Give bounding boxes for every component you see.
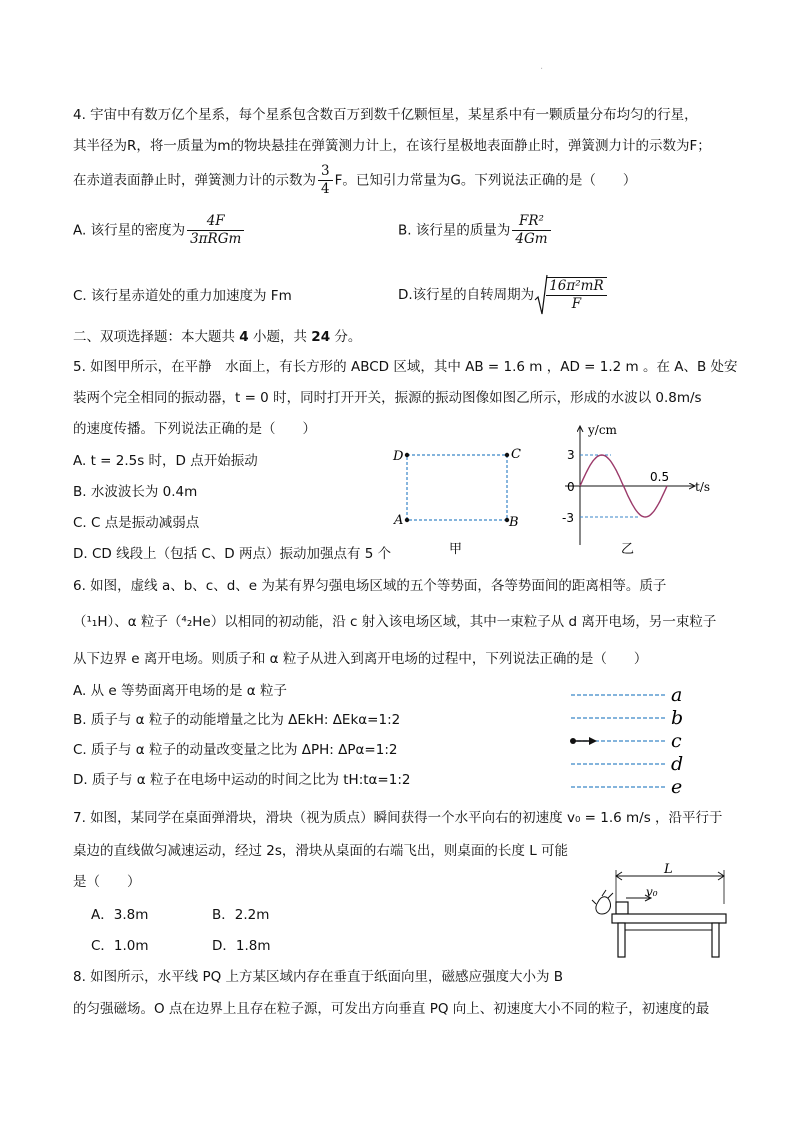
q4-frac-num: 3 — [318, 163, 333, 181]
label-c: c — [671, 730, 682, 752]
arrow-head-icon — [589, 737, 597, 745]
q4-option-a-text: A. 该行星的密度为 — [73, 222, 186, 239]
point-d — [405, 453, 409, 457]
q6-option-d: D. 质子与 α 粒子在电场中运动的时间之比为 tH:tα=1:2 — [73, 772, 411, 788]
q8-line1: 8. 如图所示，水平线 PQ 上方某区域内存在垂直于纸面向里，磁感应强度大小为 B — [73, 969, 564, 985]
q4-option-b-num: FR² — [512, 213, 550, 231]
table-top — [612, 914, 726, 923]
q4-frac-den: 4 — [321, 181, 330, 197]
q4-option-d-den: F — [571, 296, 582, 312]
q5-option-d: D. CD 线段上（包括 C、D 两点）振动加强点有 5 个 — [73, 546, 392, 562]
q4-option-a — [73, 213, 246, 248]
y-axis-label: y/cm — [588, 423, 617, 437]
q5-option-b: B. 水波波长为 0.4m — [73, 484, 198, 500]
q8-line2: 的匀强磁场。O 点在边界上且存在粒子源，可发出方向垂直 PQ 向上、初速度大小不同的粒子，初速度的最 — [73, 1001, 710, 1017]
section2-heading-a: 二、双项选择题：本大题共 — [73, 329, 240, 345]
q4-option-b-text: B. 该行星的质量为 — [398, 222, 511, 239]
q4-option-a-num: 4F — [187, 213, 244, 231]
label-v0: v₀ — [646, 885, 658, 899]
rectangle-abcd — [407, 455, 507, 520]
q6-option-b: B. 质子与 α 粒子的动能增量之比为 ΔEkH: ΔEkα=1:2 — [73, 712, 401, 728]
label-b: B — [509, 515, 519, 530]
q7-option-a: A．3.8m — [91, 907, 149, 923]
q6-line1: 6. 如图，虚线 a、b、c、d、e 为某有界匀强电场区域的五个等势面，各等势面间的距离相等。质子 — [73, 578, 667, 594]
tick-x: 0.5 — [650, 470, 670, 484]
q4-option-b-fraction — [512, 213, 550, 248]
q4-line3-b: F。已知引力常量为G。下列说法正确的是（ ） — [334, 172, 637, 189]
label-e: e — [671, 776, 683, 795]
q6-option-a: A. 从 e 等势面离开电场的是 α 粒子 — [73, 683, 287, 699]
label-d: d — [671, 753, 684, 775]
point-a — [405, 518, 409, 522]
table-leg-left — [618, 923, 625, 957]
q7-option-c: C．1.0m — [91, 938, 149, 954]
q4-option-d-num: 16π²mR — [546, 278, 606, 296]
tick-neg: -3 — [562, 511, 574, 525]
q4-option-a-den: 3πRGm — [190, 231, 242, 247]
tick-pos: 3 — [567, 448, 575, 462]
q7-line3: 是（ ） — [73, 874, 141, 890]
top-mark: · — [540, 64, 544, 75]
q4-option-d-text: D.该行星的自转周期为 — [398, 287, 535, 303]
q5-option-c: C. C 点是振动减弱点 — [73, 515, 200, 531]
section2-heading — [73, 327, 361, 347]
q6-line2: （¹₁H）、α 粒子（⁴₂He）以相同的初动能，沿 c 射入该电场区域，其中一束粒子从 d 离开电场，另一束粒子 — [73, 614, 717, 630]
label-d: D — [393, 449, 404, 464]
q4-option-c: C. 该行星赤道处的重力加速度为 Fm — [73, 288, 292, 304]
q4-line3-a: 在赤道表面静止时，弹簧测力计的示数为 — [73, 172, 316, 189]
q7-line1: 7. 如图，某同学在桌面弹滑块，滑块（视为质点）瞬间获得一个水平向右的初速度 v₀ = 1.6 m/s ，沿平行于 — [73, 810, 723, 826]
slider-block — [616, 902, 628, 914]
q5-line2: 装两个完全相同的振动器，t = 0 时，同时打开开关，振源的振动图像如图乙所示，形成的水波以 0.8m/s — [73, 390, 702, 406]
section2-score: 24 — [311, 329, 331, 345]
section2-count: 4 — [239, 329, 249, 345]
q6-line3: 从下边界 e 离开电场。则质子和 α 粒子从进入到离开电场的过程中，下列说法正确的是（ ） — [73, 651, 648, 667]
q4-option-d-fraction — [546, 277, 606, 313]
label-a: A — [394, 513, 404, 528]
q7-option-d: D．1.8m — [212, 938, 271, 954]
q4-line2: 其半径为R，将一质量为m的物块悬挂在弹簧测力计上，在该行星极地表面静止时，弹簧测力计的示数为F； — [73, 138, 711, 154]
table-leg-right — [712, 923, 719, 957]
figure-equipotential-surfaces — [565, 683, 695, 795]
x-axis-label: t/s — [695, 480, 711, 494]
figure-yi-caption: 乙 — [621, 542, 635, 557]
section2-heading-b: 小题，共 — [248, 329, 312, 345]
q5-line3: 的速度传播。下列说法正确的是（ ） — [73, 421, 316, 437]
figure-yi-vibration-graph — [535, 420, 715, 560]
point-c — [505, 453, 509, 457]
q4-option-a-fraction — [187, 213, 244, 248]
q4-fraction — [318, 163, 333, 198]
q4-option-b — [398, 213, 553, 248]
tick-zero: 0 — [567, 480, 575, 494]
label-c: C — [511, 447, 521, 462]
label-b: b — [671, 707, 684, 729]
q4-line3 — [73, 163, 636, 198]
figure-table-slider — [588, 862, 733, 962]
q4-line1: 4. 宇宙中有数万亿个星系，每个星系包含数百万到数千亿颗恒星，某星系中有一颗质量分布均匀的行星， — [73, 107, 698, 123]
q4-option-d — [398, 274, 609, 316]
figure-jia-caption: 甲 — [449, 542, 463, 557]
q7-option-b: B．2.2m — [212, 907, 270, 923]
q4-option-b-den: 4Gm — [515, 231, 548, 247]
label-l: L — [664, 862, 673, 877]
q7-line2: 桌边的直线做匀减速运动，经过 2s，滑块从桌面的右端飞出，则桌面的长度 L 可能 — [73, 843, 569, 859]
q6-option-c: C. 质子与 α 粒子的动量改变量之比为 ΔPH: ΔPα=1:2 — [73, 742, 398, 758]
section2-heading-c: 分。 — [330, 329, 362, 345]
hand-icon — [592, 890, 613, 914]
q5-option-a: A. t = 2.5s 时，D 点开始振动 — [73, 453, 258, 469]
figure-jia-rectangle — [385, 438, 525, 560]
q5-line1: 5. 如图甲所示，在平静 水面上，有长方形的 ABCD 区域，其中 AB = 1.6 m ，AD = 1.2 m 。在 A、B 处安 — [73, 359, 738, 375]
label-a: a — [671, 684, 683, 706]
